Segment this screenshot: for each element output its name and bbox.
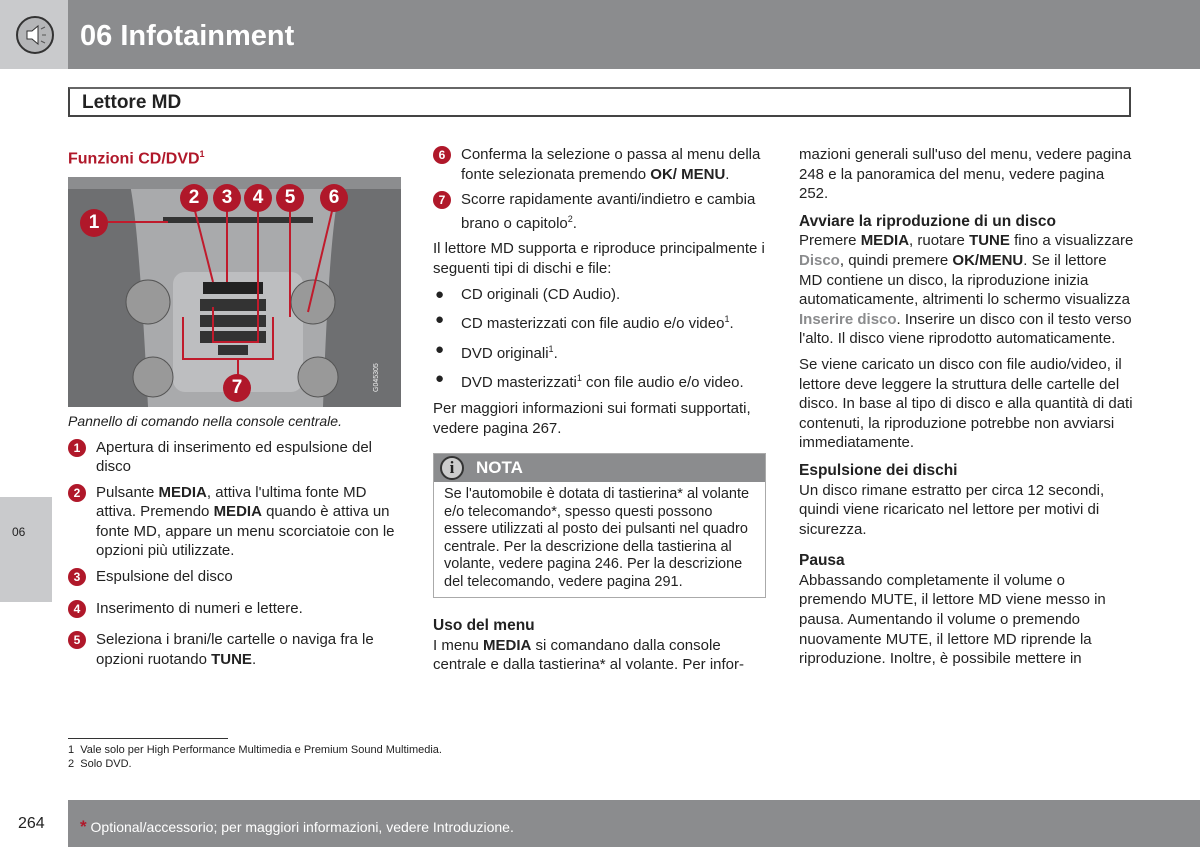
list-item — [433, 190, 766, 233]
callout-6: 6 — [320, 184, 348, 212]
heading-menu: Uso del menu — [433, 617, 535, 635]
callout-4: 4 — [244, 184, 272, 212]
heading-pause: Pausa — [799, 552, 845, 570]
bullet-item: ● CD masterizzati con file audio e/o video$^1$. — [435, 311, 734, 333]
figure-caption: Pannello di comando nella console centrale. — [68, 412, 342, 429]
menu-text: I menu MEDIA si comandano dalla console centrale e dalla tastierina* al volante. Per infor- — [433, 636, 745, 674]
chapter-title: 06 Infotainment — [80, 20, 295, 52]
heading-eject: Espulsione dei dischi — [799, 461, 958, 479]
note-box — [433, 453, 766, 598]
figure-code: G045305 — [373, 363, 380, 392]
header-icon-area — [0, 0, 68, 69]
footnote: 2 Solo DVD. — [68, 758, 132, 770]
pause-text: Abbassando completamente il volume o premendo MUTE, il lettore MD viene messo in pausa. Aumentando il volume o premendo nuovamente MUTE, il lettore MD riprende la riproduzione. Inoltre, è possibile mettere in — [799, 571, 1106, 668]
chapter-header — [68, 0, 1200, 69]
info-icon: i — [440, 456, 464, 480]
item-number: 7 — [433, 191, 451, 209]
bullet-item: ● DVD masterizzati$^1$ con file audio e/o video. — [435, 370, 744, 392]
footnote-divider — [68, 738, 228, 739]
column-1 — [68, 145, 403, 669]
note-title: NOTA — [476, 458, 523, 478]
item-number: 3 — [68, 568, 86, 586]
column-3 — [799, 145, 1134, 669]
callout-5: 5 — [276, 184, 304, 212]
item-text: Seleziona i brani/le cartelle o naviga fra le opzioni ruotando TUNE. — [96, 631, 374, 668]
page-number: 264 — [18, 815, 45, 832]
item-text: Conferma la selezione o passa al menu della fonte selezionata premendo OK/ MENU. — [461, 146, 761, 183]
speaker-icon — [16, 16, 54, 54]
note-text: Se l'automobile è dotata di tastierina* al volante e/o telecomando*, spesso questi possono essere utilizzati al posto dei pulsanti nel quadro centrale. Per la descrizione della tastierina al volante, vedere pagina 246. Per la descrizione del telecomando, vedere pagina 291. — [444, 486, 750, 590]
callout-2: 2 — [180, 184, 208, 212]
item-number: 4 — [68, 600, 86, 618]
heading-funzioni: Funzioni CD/DVD$^1$ — [68, 149, 205, 168]
side-chapter-tab: 06 — [0, 497, 52, 602]
list-item — [433, 145, 766, 184]
callout-1: 1 — [80, 209, 108, 237]
bullet-item: ● DVD originali$^1$. — [435, 340, 558, 362]
play-text: Premere MEDIA, ruotare TUNE fino a visualizzare Disco, quindi premere OK/MENU. Se il lettore MD contiene un disco, la riproduzione inizia automaticamente, altrimenti lo schermo visualizza Inserire disco. Inserire un disco con il testo verso l'alto. Il disco viene riprodotto automaticamente. — [799, 232, 1134, 348]
callout-7: 7 — [223, 374, 251, 402]
item-text: Apertura di inserimento ed espulsione del disco — [96, 438, 372, 476]
heading-play: Avviare la riproduzione di un disco — [799, 212, 1056, 230]
item-text: Scorre rapidamente avanti/indietro e cambia brano o capitolo$^2$. — [461, 191, 756, 232]
item-number: 2 — [68, 484, 86, 502]
formats-text: Per maggiori informazioni sui formati supportati, vedere pagina 267. — [433, 399, 751, 437]
intro-text: Il lettore MD supporta e riproduce principalmente i seguenti tipi di dischi e file: — [433, 240, 765, 277]
bullet-item: ● CD originali (CD Audio). — [435, 285, 621, 303]
section-title: Lettore MD — [82, 92, 182, 113]
item-text: Pulsante MEDIA, attiva l'ultima fonte MD attiva. Premendo MEDIA quando è attiva un fonte MD, appare un menu scorciatoie con le opzioni più utilizzate. — [96, 483, 395, 560]
column-2 — [433, 145, 766, 675]
item-text: Inserimento di numeri e lettere. — [96, 599, 303, 617]
av-text: Se viene caricato un disco con file audio/video, il lettore deve leggere la struttura delle cartelle del disco. In base al tipo di disco e alla quantità di dati contenuti, la riproduzione potrebbe non avviarsi immediatamente. — [799, 355, 1133, 452]
eject-text: Un disco rimane estratto per circa 12 secondi, quindi viene ricaricato nel lettore per motivi di sicurezza. — [799, 481, 1105, 538]
list-item — [68, 567, 403, 587]
footer-bar: * Optional/accessorio; per maggiori informazioni, vedere Introduzione. — [68, 800, 1200, 847]
list-item — [68, 599, 403, 619]
footer-text: Optional/accessorio; per maggiori informazioni, vedere Introduzione. — [86, 819, 514, 835]
list-item — [68, 438, 403, 477]
callout-3: 3 — [213, 184, 241, 212]
menu-text-cont: mazioni generali sull'uso del menu, vedere pagina 248 e la panoramica del menu, vedere pagina 252. — [799, 146, 1132, 203]
list-item — [68, 630, 403, 669]
console-figure — [68, 177, 401, 407]
section-title-box — [68, 87, 1131, 117]
item-number: 1 — [68, 439, 86, 457]
item-number: 5 — [68, 631, 86, 649]
list-item — [68, 483, 403, 561]
item-text: Espulsione del disco — [96, 568, 233, 586]
item-number: 6 — [433, 146, 451, 164]
footnote: 1 Vale solo per High Performance Multimedia e Premium Sound Multimedia. — [68, 744, 442, 756]
